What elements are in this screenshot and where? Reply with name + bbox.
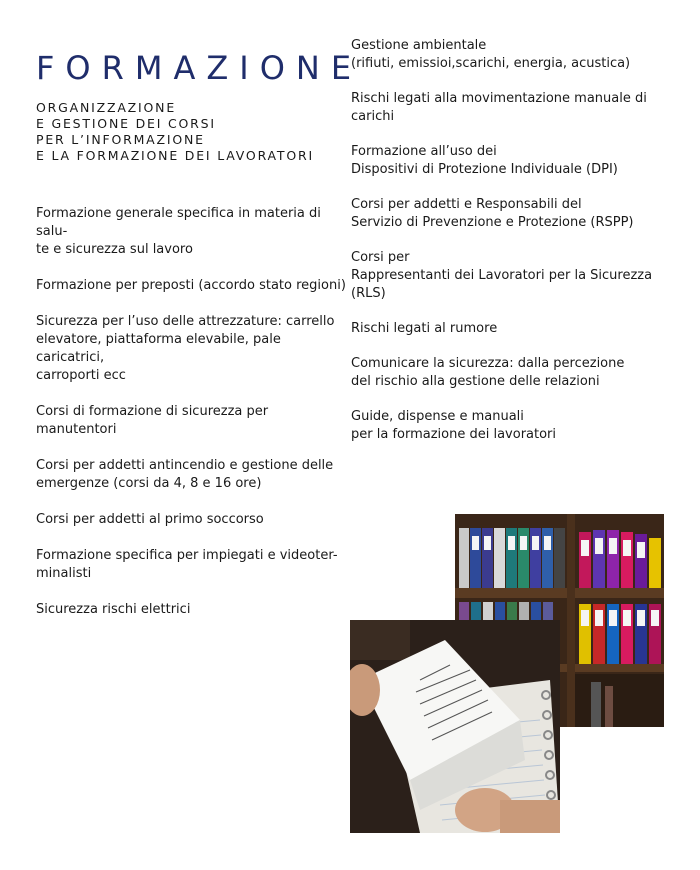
page-subtitle	[36, 100, 356, 164]
course-item-line: Servizio di Prevenzione e Protezione (RSPP)	[351, 215, 634, 230]
course-item-line: carroporti ecc	[36, 368, 126, 383]
subtitle-line: E LA FORMAZIONE DEI LAVORATORI	[36, 148, 314, 163]
course-item-line: Rischi legati al rumore	[351, 321, 498, 336]
course-item-line: Corsi per addetti al primo soccorso	[36, 512, 264, 527]
page-title: FORMAZIONE	[36, 49, 363, 87]
course-item-line: Gestione ambientale	[351, 38, 487, 53]
course-item	[351, 249, 671, 303]
course-item	[36, 601, 348, 619]
course-item-line: emergenze (corsi da 4, 8 e 16 ore)	[36, 476, 262, 491]
course-item-line: minalisti	[36, 566, 92, 581]
course-item	[351, 320, 671, 338]
course-item	[36, 403, 348, 439]
course-item-line: (RLS)	[351, 286, 386, 301]
course-list-right	[351, 37, 671, 461]
course-item-line: Guide, dispense e manuali	[351, 409, 524, 424]
subtitle-line: ORGANIZZAZIONE	[36, 100, 177, 115]
course-list-left	[36, 205, 348, 637]
course-item-line: Rappresentanti dei Lavoratori per la Sicurezza	[351, 268, 653, 283]
open-notebook-photo	[350, 620, 560, 833]
course-item-line: Formazione generale specifica in materia di salu-	[36, 206, 321, 239]
course-item-line: Formazione all’uso dei	[351, 144, 497, 159]
course-item-line: carichi	[351, 109, 395, 124]
course-item-line: (rifiuti, emissioi,scarichi, energia, acustica)	[351, 56, 631, 71]
subtitle-line: PER L’INFORMAZIONE	[36, 132, 205, 147]
course-item-line: Formazione per preposti (accordo stato regioni)	[36, 278, 346, 293]
course-item	[36, 547, 348, 583]
course-item-line: Corsi di formazione di sicurezza per manutentori	[36, 404, 269, 437]
course-item	[351, 408, 671, 444]
course-item-line: Corsi per addetti e Responsabili del	[351, 197, 582, 212]
course-item	[36, 277, 348, 295]
course-item	[36, 313, 348, 385]
course-item	[351, 143, 671, 179]
course-item-line: Comunicare la sicurezza: dalla percezione	[351, 356, 625, 371]
course-item-line: Rischi legati alla movimentazione manuale di	[351, 91, 647, 106]
course-item	[351, 355, 671, 391]
course-item-line: Sicurezza per l’uso delle attrezzature: carrello	[36, 314, 335, 329]
course-item-line: te e sicurezza sul lavoro	[36, 242, 193, 257]
course-item	[36, 457, 348, 493]
course-item-line: per la formazione dei lavoratori	[351, 427, 557, 442]
course-item	[36, 511, 348, 529]
course-item-line: Corsi per	[351, 250, 410, 265]
course-item	[351, 90, 671, 126]
course-item-line: Dispositivi di Protezione Individuale (DPI)	[351, 162, 618, 177]
course-item-line: del rischio alla gestione delle relazioni	[351, 374, 600, 389]
course-item-line: elevatore, piattaforma elevabile, pale caricatrici,	[36, 332, 281, 365]
course-item	[351, 37, 671, 73]
course-item	[36, 205, 348, 259]
course-item-line: Sicurezza rischi elettrici	[36, 602, 191, 617]
subtitle-line: E GESTIONE DEI CORSI	[36, 116, 216, 131]
course-item-line: Formazione specifica per impiegati e videoter-	[36, 548, 338, 563]
course-item	[351, 196, 671, 232]
course-item-line: Corsi per addetti antincendio e gestione delle	[36, 458, 334, 473]
